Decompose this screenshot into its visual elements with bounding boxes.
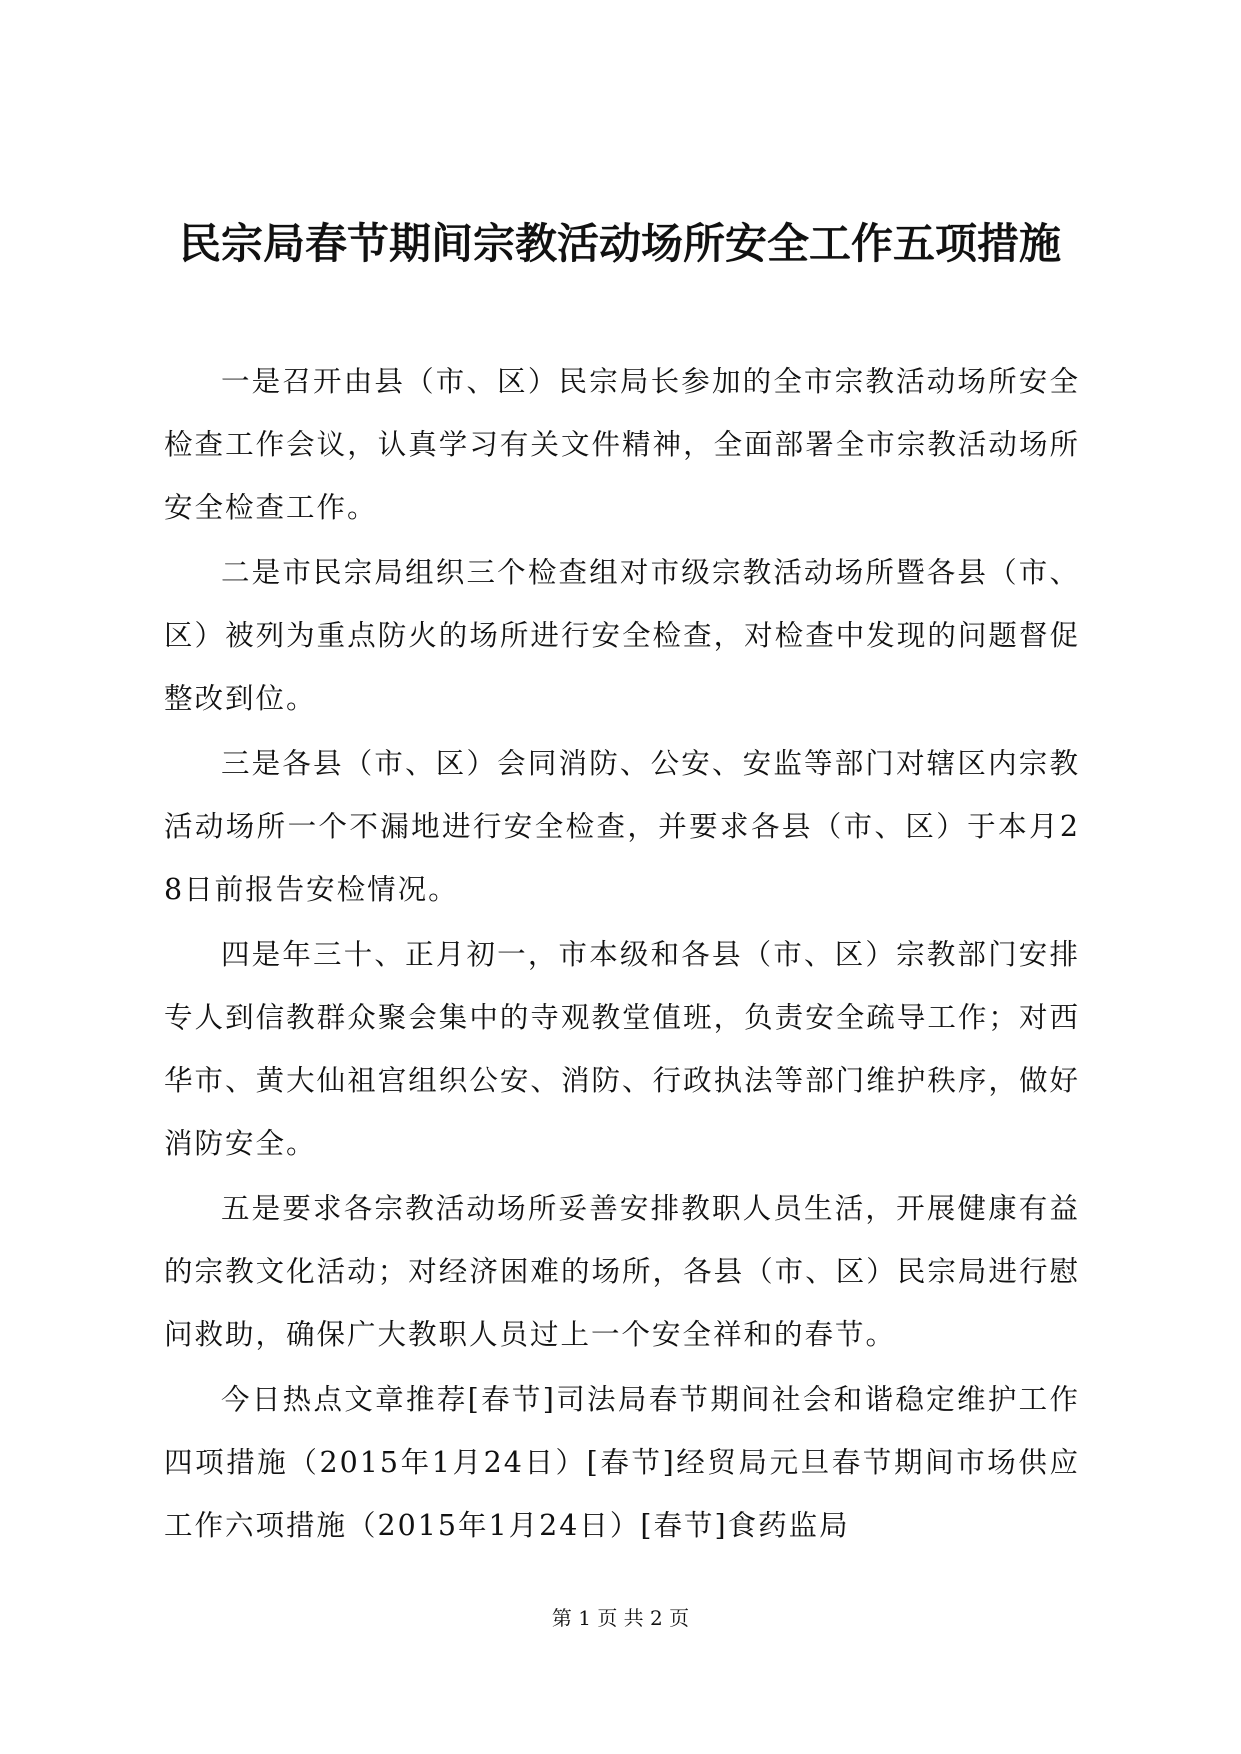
page-footer — [0, 1604, 1241, 1632]
document-body — [164, 350, 1080, 1559]
paragraph-5: 五是要求各宗教活动场所妥善安排教职人员生活，开展健康有益的宗教文化活动；对经济困难的场所，各县（市、区）民宗局进行慰问救助，确保广大教职人员过上一个安全祥和的春节。 — [164, 1192, 1080, 1351]
paragraph-3: 三是各县（市、区）会同消防、公安、安监等部门对辖区内宗教活动场所一个不漏地进行安全检查，并要求各县（市、区）于本月28日前报告安检情况。 — [164, 747, 1080, 906]
paragraph-1: 一是召开由县（市、区）民宗局长参加的全市宗教活动场所安全检查工作会议，认真学习有关文件精神，全面部署全市宗教活动场所安全检查工作。 — [164, 365, 1080, 524]
paragraph-recommendations: 今日热点文章推荐[春节]司法局春节期间社会和谐稳定维护工作四项措施（2015年1月24日）[春节]经贸局元旦春节期间市场供应工作六项措施（2015年1月24日）[春节]食药监局 — [164, 1383, 1080, 1542]
paragraph-2: 二是市民宗局组织三个检查组对市级宗教活动场所暨各县（市、区）被列为重点防火的场所进行安全检查，对检查中发现的问题督促整改到位。 — [164, 556, 1080, 715]
paragraph-4: 四是年三十、正月初一，市本级和各县（市、区）宗教部门安排专人到信教群众聚会集中的寺观教堂值班，负责安全疏导工作；对西华市、黄大仙祖宫组织公安、消防、行政执法等部门维护秩序，做好消防安全。 — [164, 938, 1080, 1160]
page-number-label: 第 1 页 共 2 页 — [551, 1606, 690, 1630]
document-title: 民宗局春节期间宗教活动场所安全工作五项措施 — [178, 219, 1061, 268]
